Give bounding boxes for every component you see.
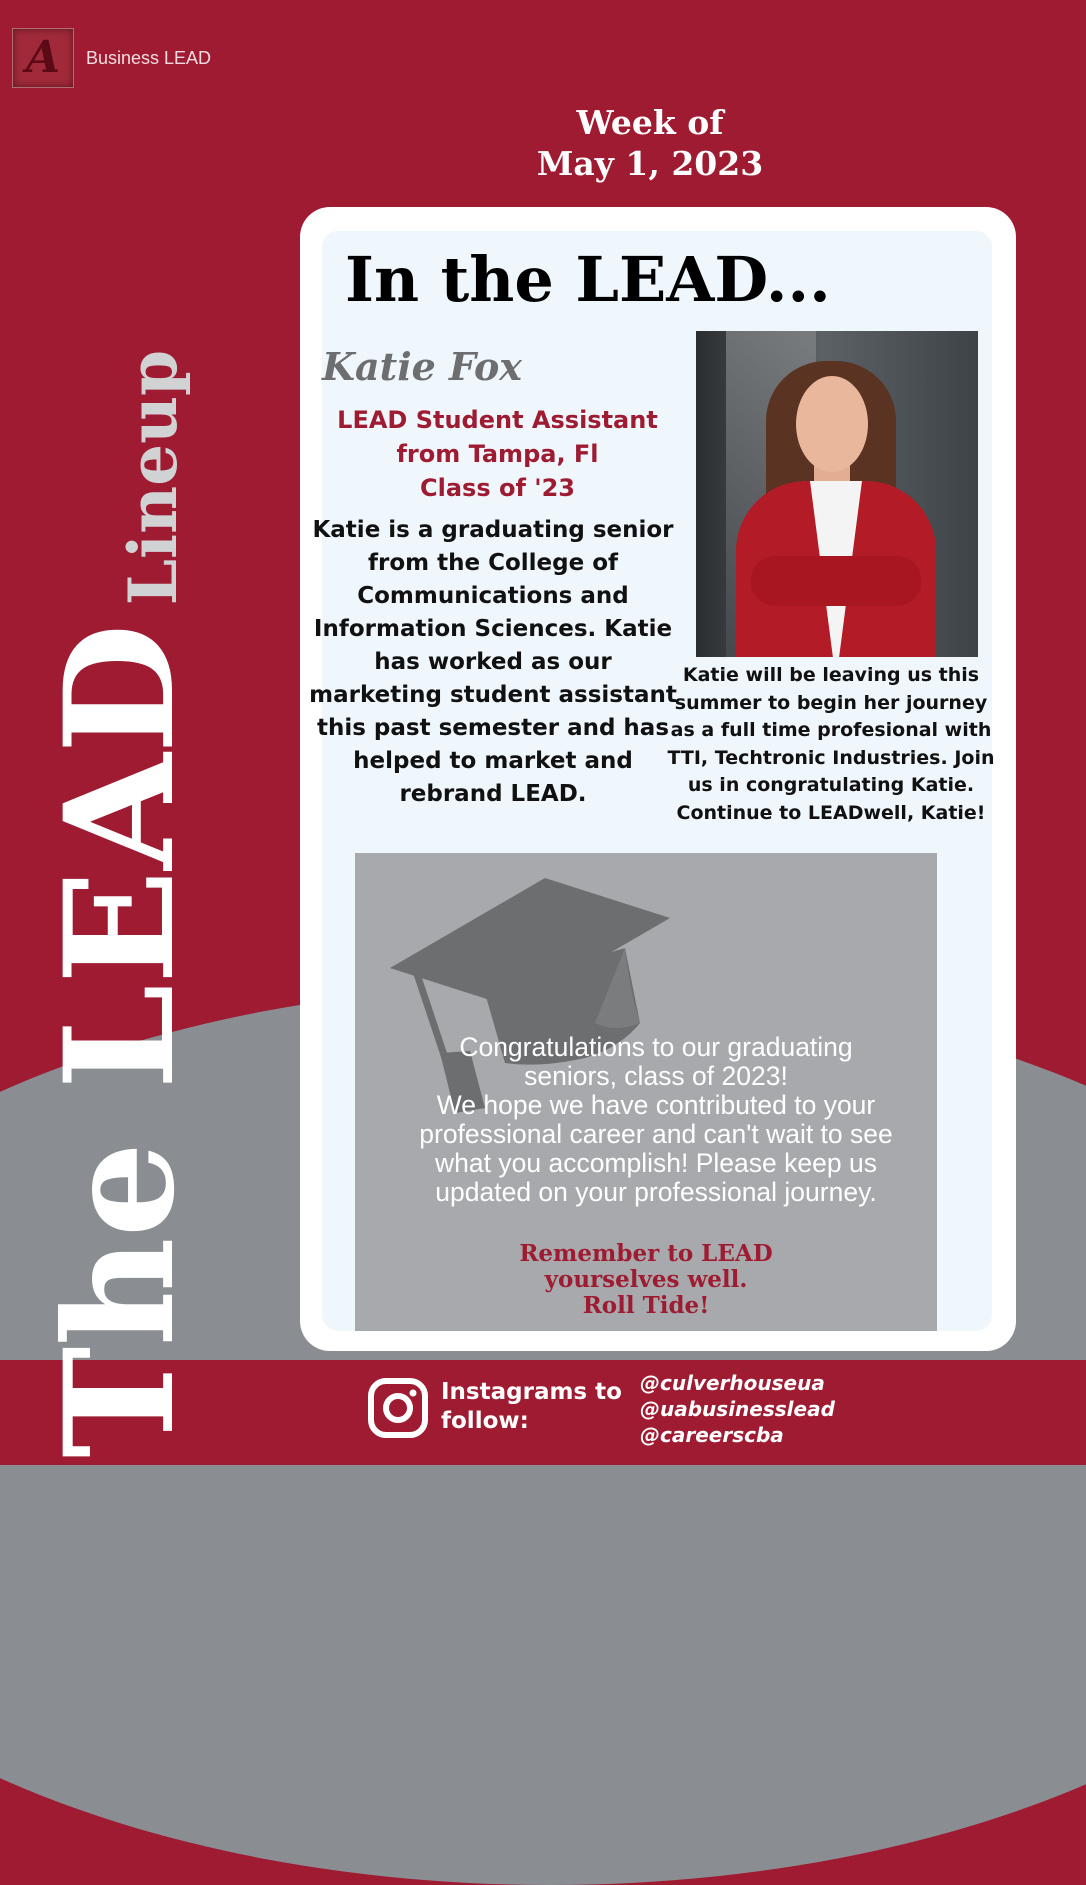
role-line: Class of '23 [420,474,575,502]
message-line: We hope we have contributed to your [436,1090,876,1120]
instagram-label [441,1378,631,1436]
business-lead-logo [12,28,211,88]
role-line: LEAD Student Assistant [337,406,658,434]
week-label: Week of [576,103,724,142]
footer-gray-band [0,1465,1086,1536]
photo-face [796,376,868,472]
logo-text: Business LEAD [86,47,212,68]
instagram-label-line: follow: [441,1408,529,1434]
instagram-handles [640,1370,835,1448]
congratulations-message [365,1033,947,1207]
title-sub: Lineup [114,349,193,606]
photo-crossed-arms [751,556,921,606]
message-line: professional career and can't wait to see [419,1119,893,1149]
graduation-box [355,853,937,1331]
closing-line: yourselves well. [544,1266,748,1293]
message-line: Congratulations to our graduating [459,1032,853,1062]
instagram-handle[interactable]: @uabusinesslead [640,1397,835,1421]
instagram-icon [368,1378,428,1438]
closing-line: Remember to LEAD [519,1240,773,1267]
closing-message [355,1241,937,1319]
farewell-text: Katie will be leaving us this summer to begin her journey as a full time profesional with TTI, Techtronic Industries. Join us in congratulating Katie. Continue to LEADwell, Katie! [667,664,995,824]
title-main: The LEAD [32,623,208,1458]
portrait-photo [696,331,978,657]
featured-name: Katie Fox [322,344,522,389]
feature-headline: In the LEAD... [345,243,831,316]
university-logo-icon: A [12,28,74,88]
message-line: what you accomplish! Please keep us [435,1148,877,1178]
lead-lineup-title [32,349,208,1458]
featured-role [310,403,685,505]
message-line: updated on your professional journey. [435,1177,877,1207]
closing-line: Roll Tide! [582,1292,710,1319]
instagram-handle[interactable]: @careerscba [640,1423,784,1447]
week-of-date [500,102,800,184]
instagram-label-line: Instagrams to [441,1379,622,1405]
week-date: May 1, 2023 [536,144,764,183]
instagram-handle[interactable]: @culverhouseua [640,1371,825,1395]
message-line: seniors, class of 2023! [524,1061,788,1091]
featured-bio: Katie is a graduating senior from the College of Communications and Information Sciences. Katie has worked as our marketing student assistant this past semester and has helped to market and rebrand LEAD. [309,517,677,807]
role-line: from Tampa, Fl [396,440,599,468]
